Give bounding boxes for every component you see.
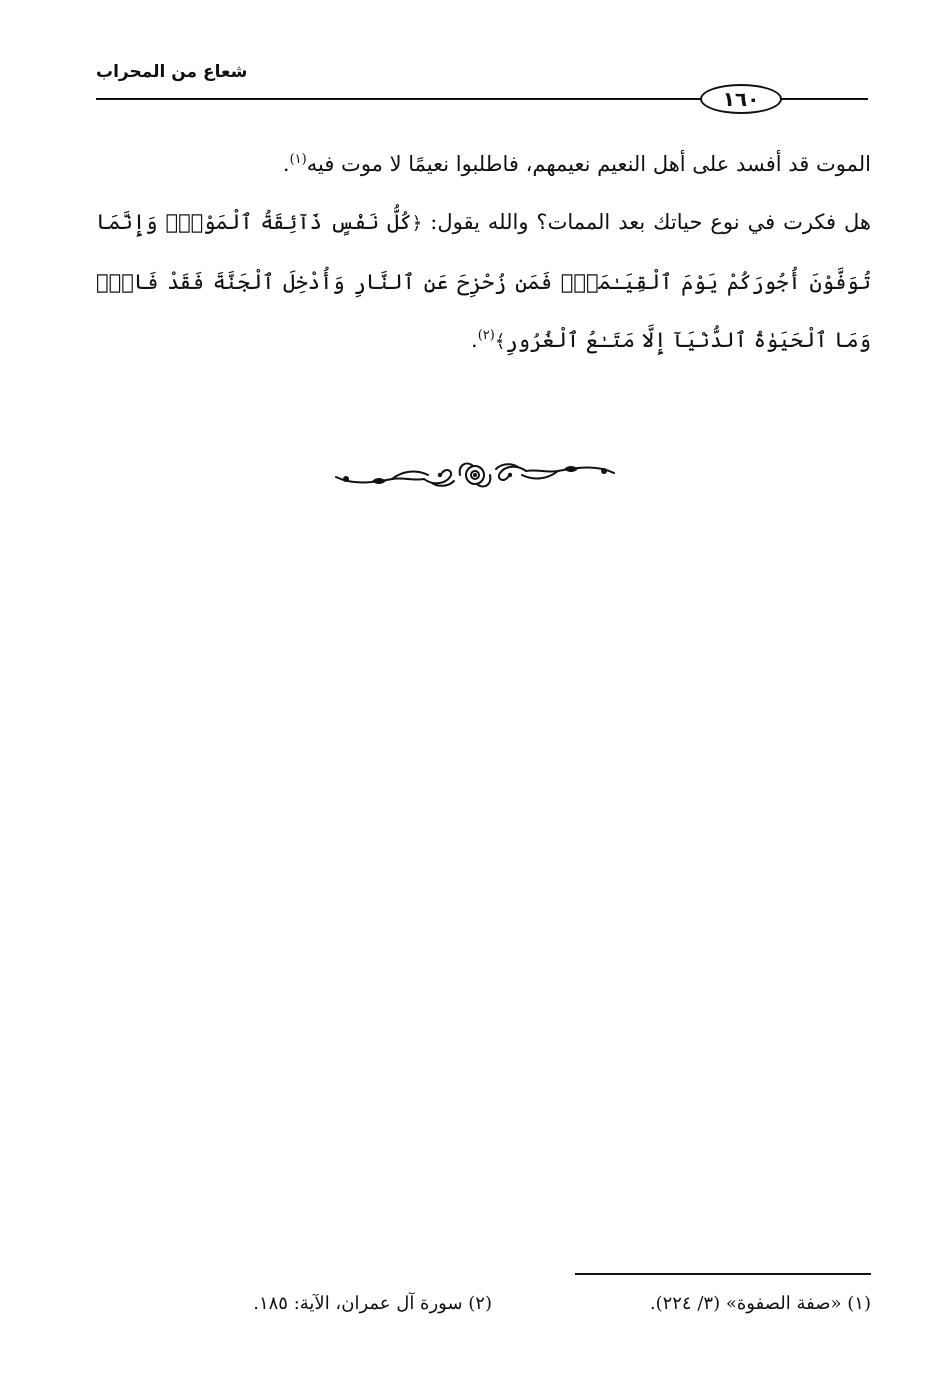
running-title: شعاع من المحراب [96,62,248,82]
quran-open-bracket: ﴿ [411,213,423,234]
main-text [96,135,871,371]
page-number-text: ١٦٠ [722,87,760,111]
paragraph-2 [96,193,871,371]
paragraph-1-text: الموت قد أفسد على أهل النعيم نعيمهم، فاطلبوا نعيمًا لا موت فيه [306,152,871,176]
paragraph-1 [96,135,871,193]
footnote-ref-2: (٢) [477,328,495,343]
footnote-separator [575,1273,871,1275]
page-number [700,84,782,114]
quran-verse: كُلُّ نَفْسٍ ذَآئِقَةُ ٱلْمَوْتِۗ وَإِنَّمَا تُوَفَّوْنَ أُجُورَكُمْ يَوْمَ ٱلْقِيَـٰمَةِۖ فَمَن زُحْزِحَ عَنِ ٱلنَّارِ وَأُدْخِلَ ٱلْجَنَّةَ فَقَدْ فَازَۗ وَمَا ٱلْحَيَوٰةُ ٱلدُّنْيَآ إِلَّا مَتَـٰعُ ٱلْغُرُورِ [96,210,871,352]
footnote-ref-1: (١) [289,152,307,167]
footnote-2: (٢) سورة آل عمران، الآية: ١٨٥. [253,1293,492,1314]
paragraph-2-intro: هل فكرت في نوع حياتك بعد الممات؟ والله يقول: [430,210,871,234]
paragraph-2-end: . [471,328,478,352]
footnote-1: (١) «صفة الصفوة» (٣/ ٢٢٤). [649,1293,871,1314]
quran-close-bracket: ﴾ [494,331,506,352]
paragraph-1-end: . [282,152,290,176]
ornament-divider-icon [332,455,618,495]
